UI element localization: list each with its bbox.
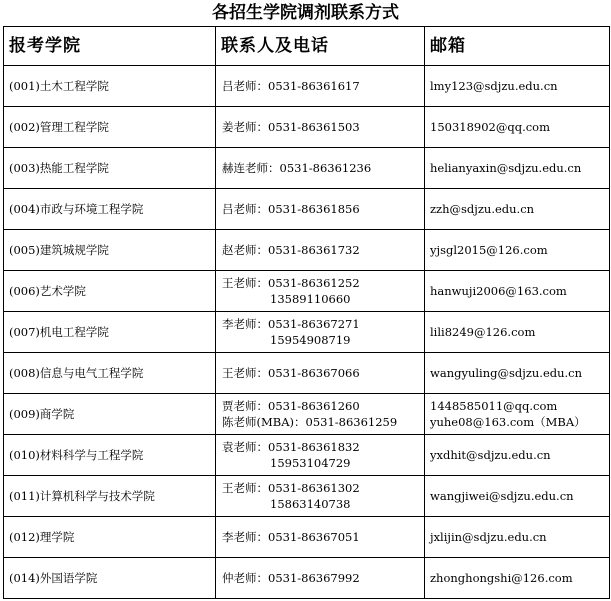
contact-cell <box>216 107 425 148</box>
contact-phone-extra: 15863140738 <box>270 497 351 511</box>
contact-phone: 王老师：0531-86367066 <box>222 366 360 380</box>
table-row <box>4 230 610 271</box>
email-address[interactable]: 1448585011@qq.com <box>430 399 558 413</box>
contact-cell <box>216 66 425 107</box>
table-row <box>4 312 610 353</box>
email-address[interactable]: zhonghongshi@126.com <box>430 571 573 585</box>
email-address[interactable]: lili8249@126.com <box>430 325 536 339</box>
contact-cell <box>216 189 425 230</box>
contact-phone: 王老师：0531-86361252 <box>222 276 360 290</box>
contact-phone: 吕老师：0531-86361856 <box>222 202 360 216</box>
contact-cell <box>216 148 425 189</box>
email-address[interactable]: wangjiwei@sdjzu.edu.cn <box>430 489 574 503</box>
contact-cell <box>216 517 425 558</box>
email-cell <box>425 476 610 517</box>
contact-phone: 李老师：0531-86367271 <box>222 317 360 331</box>
email-cell <box>425 271 610 312</box>
email-cell <box>425 312 610 353</box>
college-cell: (008)信息与电气工程学院 <box>4 353 216 394</box>
email-address[interactable]: helianyaxin@sdjzu.edu.cn <box>430 161 582 175</box>
contact-phone: 仲老师：0531-86367992 <box>222 571 360 585</box>
college-cell: (007)机电工程学院 <box>4 312 216 353</box>
email-cell <box>425 517 610 558</box>
email-address[interactable]: yxdhit@sdjzu.edu.cn <box>430 448 551 462</box>
contact-cell <box>216 353 425 394</box>
table-row <box>4 435 610 476</box>
table-body <box>4 66 610 599</box>
header-college: 报考学院 <box>4 27 216 66</box>
college-cell: (001)土木工程学院 <box>4 66 216 107</box>
email-cell <box>425 189 610 230</box>
contact-phone: 赫连老师：0531-86361236 <box>222 161 372 175</box>
table-row <box>4 353 610 394</box>
contact-cell <box>216 312 425 353</box>
email-address[interactable]: zzh@sdjzu.edu.cn <box>430 202 535 216</box>
email-cell <box>425 558 610 599</box>
header-email: 邮箱 <box>425 27 610 66</box>
contact-cell <box>216 271 425 312</box>
table-row <box>4 189 610 230</box>
page-title: 各招生学院调剂联系方式 <box>212 3 399 23</box>
college-cell: (010)材料科学与工程学院 <box>4 435 216 476</box>
table-header-row <box>4 27 610 66</box>
email-address[interactable]: hanwuji2006@163.com <box>430 284 567 298</box>
email-cell <box>425 66 610 107</box>
email-cell <box>425 394 610 435</box>
contact-cell <box>216 394 425 435</box>
college-cell: (003)热能工程学院 <box>4 148 216 189</box>
table-row <box>4 517 610 558</box>
email-cell <box>425 353 610 394</box>
contact-phone: 袁老师：0531-86361832 <box>222 440 360 454</box>
contact-table <box>3 26 610 599</box>
contact-phone-extra: 15954908719 <box>270 333 351 347</box>
email-address[interactable]: 150318902@qq.com <box>430 120 550 134</box>
college-cell: (004)市政与环境工程学院 <box>4 189 216 230</box>
college-cell: (012)理学院 <box>4 517 216 558</box>
email-address[interactable]: wangyuling@sdjzu.edu.cn <box>430 366 583 380</box>
email-address[interactable]: yjsgl2015@126.com <box>430 243 548 257</box>
email-address[interactable]: yuhe08@163.com（MBA） <box>430 415 586 429</box>
email-cell <box>425 148 610 189</box>
college-cell: (011)计算机科学与技术学院 <box>4 476 216 517</box>
contact-phone-extra: 15953104729 <box>270 456 351 470</box>
table-row <box>4 558 610 599</box>
contact-phone-extra: 13589110660 <box>270 292 351 306</box>
contact-cell <box>216 230 425 271</box>
email-cell <box>425 107 610 148</box>
table-row <box>4 148 610 189</box>
contact-phone: 王老师：0531-86361302 <box>222 481 360 495</box>
college-cell: (006)艺术学院 <box>4 271 216 312</box>
college-cell: (005)建筑城规学院 <box>4 230 216 271</box>
email-address[interactable]: jxlijin@sdjzu.edu.cn <box>430 530 547 544</box>
email-address[interactable]: lmy123@sdjzu.edu.cn <box>430 79 558 93</box>
table-row <box>4 271 610 312</box>
table-row <box>4 107 610 148</box>
contact-cell <box>216 476 425 517</box>
contact-phone-extra: 陈老师(MBA)：0531-86361259 <box>222 415 398 429</box>
contact-phone: 贾老师：0531-86361260 <box>222 399 360 413</box>
contact-cell <box>216 558 425 599</box>
header-contact: 联系人及电话 <box>216 27 425 66</box>
table-row <box>4 394 610 435</box>
college-cell: (009)商学院 <box>4 394 216 435</box>
table-row <box>4 476 610 517</box>
contact-phone: 姜老师：0531-86361503 <box>222 120 360 134</box>
contact-phone: 李老师：0531-86367051 <box>222 530 360 544</box>
college-cell: (014)外国语学院 <box>4 558 216 599</box>
table-row <box>4 66 610 107</box>
contact-phone: 赵老师：0531-86361732 <box>222 243 360 257</box>
college-cell: (002)管理工程学院 <box>4 107 216 148</box>
email-cell <box>425 230 610 271</box>
email-cell <box>425 435 610 476</box>
contact-cell <box>216 435 425 476</box>
contact-phone: 吕老师：0531-86361617 <box>222 79 360 93</box>
